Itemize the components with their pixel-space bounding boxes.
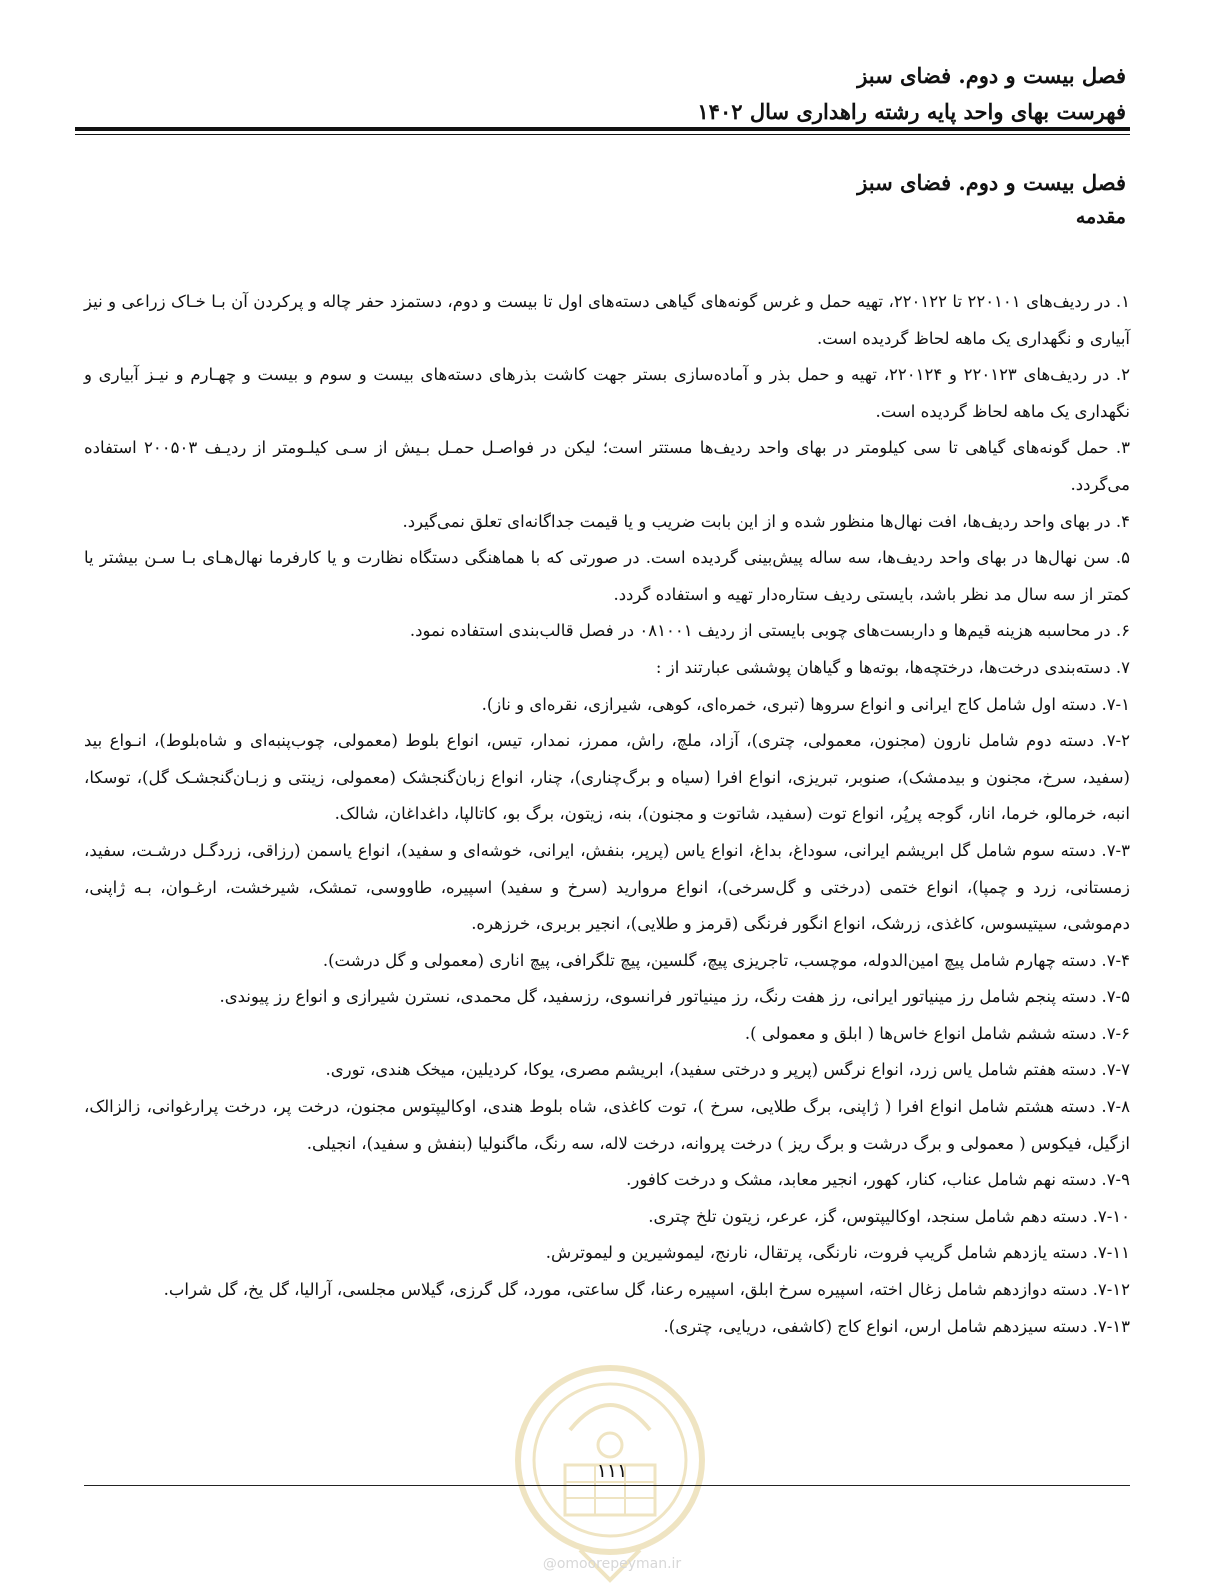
page-number: ۱۱۱ <box>596 1460 628 1482</box>
page-header <box>75 58 1126 130</box>
paragraph: ۵. سن نهال‌ها در بهای واحد ردیف‌ها، سه ساله پیش‌بینی گردیده است. در صورتی که با هماهنگی دستگاه نظارت و یا کارفرما نهال‌هـای بـا سـن بیشتر یا کمتر از سه سال مد نظر باشد، بایستی ردیف ستاره‌دار تهیه و استفاده گردد. <box>84 548 1130 604</box>
watermark-url: @omoorepeyman.ir <box>542 1556 682 1572</box>
list-item: ۷-۴. دسته چهارم شامل پیچ امین‌الدوله، موچسب، تاجریزی پیچ، گلسین، پیچ تلگرافی، پیچ اناری (معمولی و گل درشت). <box>322 950 1130 970</box>
section-heading <box>75 166 1126 234</box>
section-title: فصل بیست و دوم. فضای سبز <box>857 170 1126 195</box>
list-item: ۷-۷. دسته هفتم شامل یاس زرد، انواع نرگس (پرپر و درختی سفید)، ابریشم مصری، یوکا، کردیلین، میخک هندی، توری. <box>325 1060 1130 1080</box>
header-chapter-title: فصل بیست و دوم. فضای سبز <box>857 63 1126 88</box>
header-divider-thin <box>75 134 1130 135</box>
list-item: ۷-۱۱. دسته یازدهم شامل گریپ فروت، نارنگی، پرتقال، نارنج، لیموشیرین و لیموترش. <box>545 1243 1130 1263</box>
list-item: ۷-۱۳. دسته سیزدهم شامل ارس، انواع کاج (کاشفی، دریایی، چتری). <box>663 1316 1130 1336</box>
list-item: ۷-۹. دسته نهم شامل عناب، کنار، کهور، انجیر معابد، مشک و درخت کافور. <box>626 1170 1130 1190</box>
list-item: ۷-۱۲. دسته دوازدهم شامل زغال اخته، اسپیره سرخ ابلق، اسپیره رعنا، گل ساعتی، مورد، گل گرزی، گیلاس مجلسی، آرالیا، گل یخ، گل شراب. <box>163 1280 1130 1300</box>
list-item: ۷-۶. دسته ششم شامل انواع خاس‌ها ( ابلق و معمولی ). <box>744 1023 1130 1043</box>
list-item: ۷-۱. دسته اول شامل کاج ایرانی و انواع سروها (تبری، خمره‌ای، کوهی، شیرازی، نقره‌ای و ناز). <box>481 694 1130 714</box>
header-divider-thick <box>75 127 1130 131</box>
section-subtitle: مقدمه <box>1075 206 1126 228</box>
paragraph: ۳. حمل گونه‌های گیاهی تا سی کیلومتر در بهای واحد ردیف‌ها مستتر است؛ لیکن در فواصـل حمـل بـیش از سـی کیلـومتر از ردیـف ۲۰۰۵۰۳ استفاده می‌گردد. <box>84 438 1130 494</box>
paragraph: ۴. در بهای واحد ردیف‌ها، افت نهال‌ها منظور شده و از این بابت ضریب و یا قیمت جداگانه‌ای تعلق نمی‌گیرد. <box>402 511 1130 531</box>
list-item: ۷-۲. دسته دوم شامل نارون (مجنون، معمولی، چتری)، آزاد، ملچ، راش، ممرز، نمدار، تیس، انواع بلوط (معمولی، چوب‌پنبه‌ای و شاه‌بلوط)، انـواع بید (سفید، سرخ، مجنون و بیدمشک)، صنوبر، تبریزی، انواع افرا (سیاه و برگ‌چناری)، چنار، انواع زبان‌گنجشک (معمولی، زینتی و زبـان‌گنجشـک گل)، توسکا، انبه، خرمالو، خرما، انار، گوجه پرپُر، انواع توت (سفید، شاتوت و مجنون)، بنه، زیتون، برگ بو، کاتالپا، داغداغان، شالک. <box>84 731 1130 824</box>
list-item: ۷-۵. دسته پنجم شامل رز مینیاتور ایرانی، رز هفت رنگ، رز مینیاتور فرانسوی، رزسفید، گل محمدی، نسترن شیرازی و انواع رز پیوندی. <box>219 987 1130 1007</box>
header-price-list-title: فهرست بهای واحد پایه رشته راهداری سال ۱۴۰۲ <box>697 99 1126 124</box>
paragraph: ۷. دسته‌بندی درخت‌ها، درختچه‌ها، بوته‌ها و گیاهان پوششی عبارتند از : <box>655 657 1130 677</box>
list-item: ۷-۱۰. دسته دهم شامل سنجد، اوکالیپتوس، گز، عرعر، زیتون تلخ چتری. <box>648 1206 1130 1226</box>
paragraph: ۱. در ردیف‌های ۲۲۰۱۰۱ تا ۲۲۰۱۲۲، تهیه حمل و غرس گونه‌های گیاهی دسته‌های اول تا بیست و دوم، دستمزد حفر چاله و پرکردن آن بـا خـاک زراعی و نیز آبیاری و نگهداری یک ماهه لحاظ گردیده است. <box>84 292 1130 348</box>
footer-divider <box>84 1485 1130 1486</box>
paragraph: ۲. در ردیف‌های ۲۲۰۱۲۳ و ۲۲۰۱۲۴، تهیه و حمل بذر و آماده‌سازی بستر جهت کاشت بذرهای دسته‌های بیست و سوم و بیست و چهـارم و نیـز آبیاری و نگهداری یک ماهه لحاظ گردیده است. <box>84 365 1130 421</box>
paragraph: ۶. در محاسبه هزینه قیم‌ها و داربست‌های چوبی بایستی از ردیف ۰۸۱۰۰۱ در فصل قالب‌بندی استفاده نمود. <box>409 621 1130 641</box>
list-item: ۷-۳. دسته سوم شامل گل ابریشم ایرانی، سوداغ، بداغ، انواع یاس (پرپر، بنفش، ایرانی، خوشه‌ای و سفید)، انواع یاسمن (رزاقی، زردگـل درشـت، سفید، زمستانی، زرد و چمپا)، انواع ختمی (درختی و گل‌سرخی)، انواع مروارید (سرخ و سفید) اسپیره، طاووسی، تمشک، شیرخشت، ارغـوان، بـه ژاپنی، دم‌موشی، سیتیسوس، کاغذی، زرشک، انواع انگور فرنگی (قرمز و طلایی)، انجیر بربری، خرزهره. <box>84 840 1130 934</box>
body-text <box>84 284 1130 1345</box>
list-item: ۷-۸. دسته هشتم شامل انواع افرا ( ژاپنی، برگ طلایی، سرخ )، توت کاغذی، شاه بلوط هندی، اوکالیپتوس مجنون، درخت پر، درخت پرارغوانی، زالزالک، ازگیل، فیکوس ( معمولی و برگ درشت و برگ ریز ) درخت پروانه، درخت لاله، سه رنگ، ماگنولیا (بنفش و سفید)، انجیلی. <box>84 1097 1130 1153</box>
